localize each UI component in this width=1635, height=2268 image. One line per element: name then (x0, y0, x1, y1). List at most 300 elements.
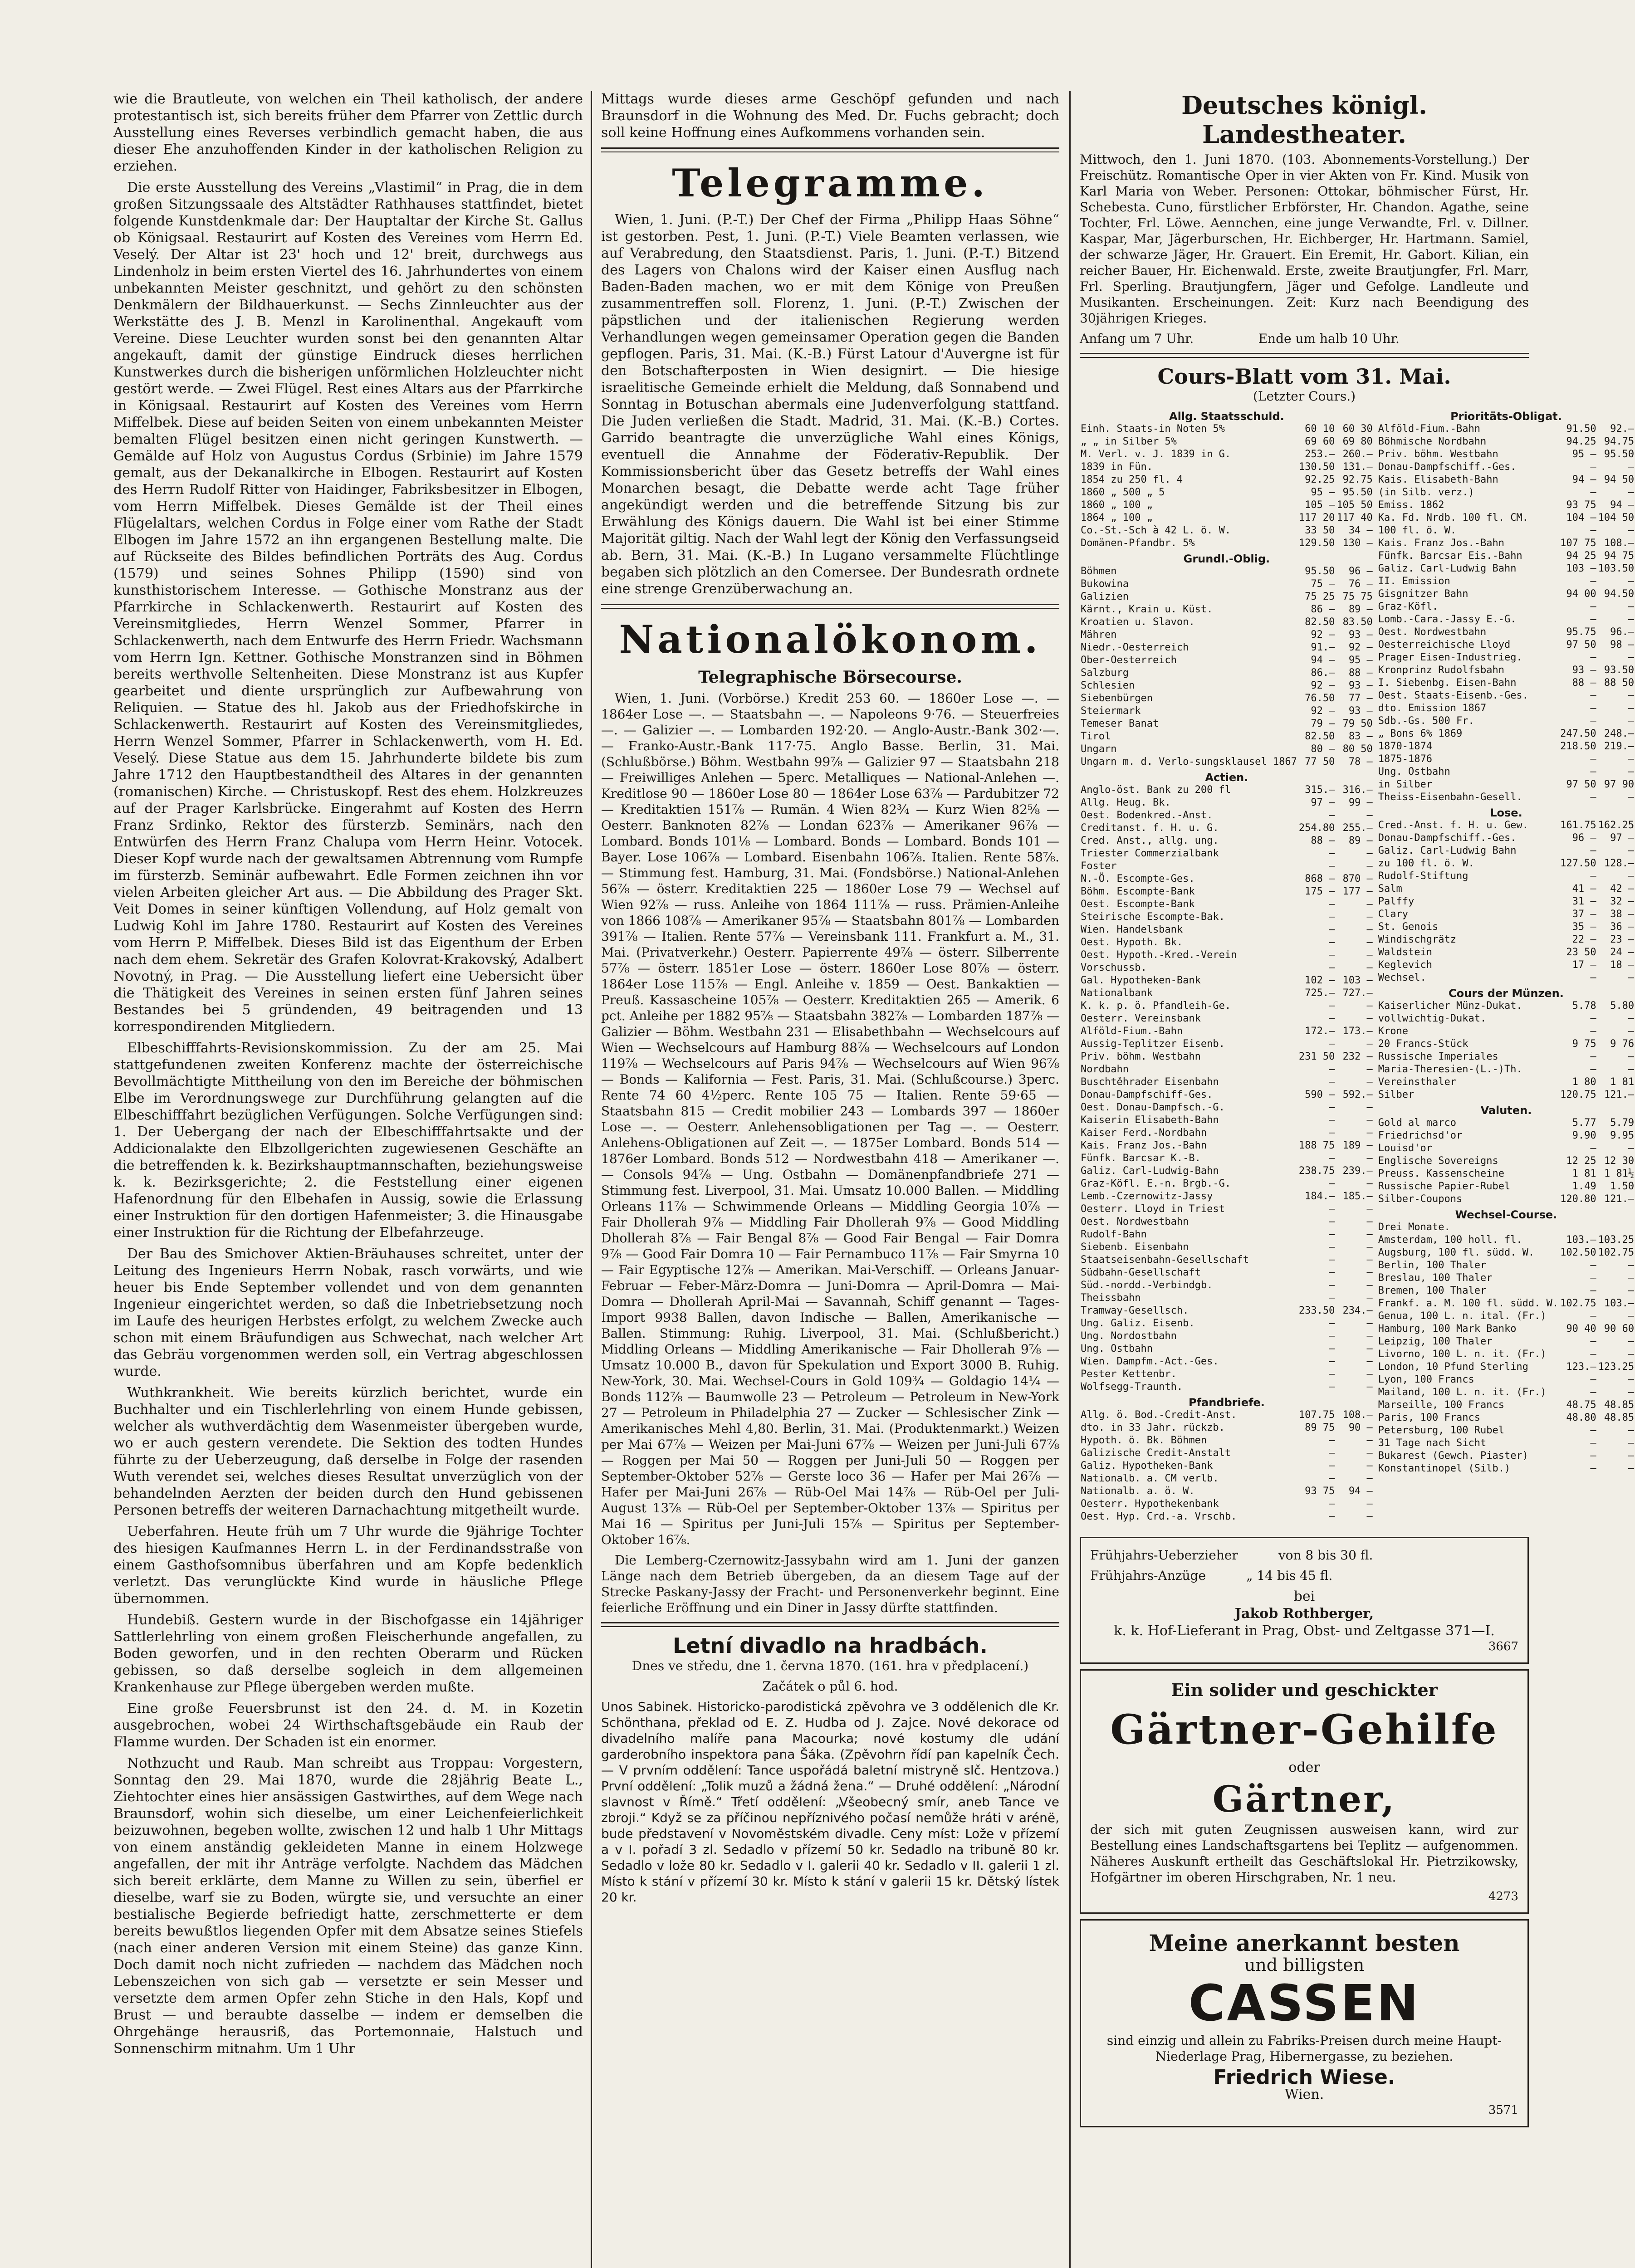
course-name: Lomb.-Cara.-Jassy E.-G. (1378, 614, 1517, 625)
course-name: II. Emission (1378, 576, 1450, 587)
course-bid: 5.77 (1572, 1117, 1596, 1129)
table-row (1377, 651, 1635, 664)
course-bid: — (1329, 911, 1335, 923)
table-row (1377, 499, 1635, 512)
table-row (1377, 728, 1635, 740)
course-ask: 255.— (1342, 822, 1373, 834)
course-name: 1860 „ 500 „ 5 (1081, 487, 1165, 498)
table-row (1080, 730, 1374, 743)
course-ask: 105 50 (1336, 499, 1373, 511)
ad-rothberger (1080, 1537, 1529, 1664)
course-bid: — (1329, 1473, 1335, 1484)
course-name: Tramway-Gesellsch. (1081, 1305, 1189, 1316)
table-row (1080, 822, 1374, 835)
course-ask: 93.50 (1604, 665, 1635, 676)
course-ask: 42 — (1610, 883, 1635, 894)
course-bid: — (1590, 1437, 1596, 1449)
course-bid: 82.50 (1305, 616, 1335, 628)
table-row (1080, 629, 1374, 641)
course-ask: — (1366, 1356, 1373, 1367)
course-ask: — (1366, 937, 1373, 948)
course-bid: — (1329, 1292, 1335, 1304)
course-name: Oesterr. Lloyd in Triest (1081, 1203, 1225, 1215)
course-name: Siebenb. Eisenbahn (1081, 1242, 1189, 1253)
course-name: Alföld-Fium.-Bahn (1378, 423, 1480, 435)
course-bid: 104 — (1566, 512, 1596, 523)
course-ask: 94 — (1348, 1486, 1373, 1497)
course-name: Lemb.-Czernowitz-Jassy (1081, 1191, 1213, 1202)
table-row (1377, 1193, 1635, 1206)
czech-theatre-text: Unos Sabinek. Historicko-parodistická zpěvohra ve 3 oddělenich dle Kr. Schönthana, překlad od E. Z. Hudba od J. Zajce. Nové dekorace od divadelního malíře pana Macourka; nové kostumy dle udání garderobního inspektora pana Šáka. (Zpěvohrn řídí pan kapelník Čech. — V prvním oddělení: Tance uspořádá baletní mistryně slč. Hentzova.) První oddělení: „Tolik muzů a žádná žena.“ — Druhé oddělení: „Národní slavnost v Římě.“ Třetí oddělení: „Všeobecný smír, aneb Tance ve zbroji.“ Když se za příčinou nepříznivého počasí nemůže hráti v arénë, bude představení v Novoměstském divadle. Ceny míst: Lože v přízemí a v I. pořadí 3 zl. Sedadlo v přízemí 50 kr. Sedadlo na tribuně 80 kr. Sedadlo v lože 80 kr. Sedadlo v I. galerii 40 kr. Sedadlo v II. galerii 1 zl. Místo k stání v přízemí 30 kr. Místo k stání v galerii 15 kr. Dětský lístek 20 kr. (601, 1699, 1059, 1905)
course-section-label: Prioritäts-Obligat. (1450, 410, 1562, 423)
course-ask: — (1366, 860, 1373, 872)
course-bid: — (1590, 753, 1596, 765)
course-bid: 48.80 (1566, 1412, 1596, 1423)
course-ask: — (1366, 1292, 1373, 1304)
course-bid: — (1329, 1114, 1335, 1126)
course-bid: 91.50 (1566, 423, 1596, 435)
table-row (1080, 1139, 1374, 1152)
table-row (1080, 1012, 1374, 1025)
table-row (1080, 1266, 1374, 1279)
course-ask: 83 — (1348, 731, 1373, 742)
course-section-header (1080, 407, 1374, 423)
course-bid: 82.50 (1305, 731, 1335, 742)
course-ask: 162.25 (1598, 820, 1635, 831)
course-ask (1597, 1221, 1635, 1234)
course-name: Kärnt., Krain u. Küst. (1081, 604, 1213, 615)
course-name: Oest. Bodenkred.-Anst. (1081, 810, 1213, 821)
table-row (1080, 797, 1374, 809)
course-bid: 60 10 (1305, 423, 1335, 435)
course-name: Clary (1378, 909, 1409, 920)
table-row (1377, 715, 1635, 728)
course-name: Windischgrätz (1378, 934, 1456, 945)
course-ask: — (1366, 1178, 1373, 1189)
ad-heading: Meine anerkannt besten (1149, 1930, 1460, 1956)
course-ask: — (1628, 1450, 1635, 1461)
course-name: Cred. Anst., allg. ung. (1081, 835, 1219, 846)
course-bid: 107 75 (1560, 538, 1596, 549)
course-name: Theiss-Eisenbahn-Gesell. (1378, 792, 1522, 803)
table-row (1377, 702, 1635, 715)
course-name: Vorschussb. (1081, 962, 1147, 973)
course-ask: — (1628, 766, 1635, 777)
table-row (1377, 1335, 1635, 1348)
ad-number: 4273 (1488, 1890, 1518, 1903)
course-ask: — (1628, 1437, 1635, 1449)
course-bid: 77 50 (1305, 756, 1335, 767)
course-name: Kais. Franz Jos.-Bahn (1378, 538, 1504, 549)
course-name: Oest. Nordwestbahn (1081, 1216, 1189, 1227)
table-row (1377, 677, 1635, 689)
course-ask: 121.— (1604, 1089, 1635, 1100)
nationaloekonom-heading: Nationalökonom. (619, 617, 1042, 662)
course-ask: 93 — (1348, 629, 1373, 640)
table-row (1377, 1437, 1635, 1450)
course-bid: — (1590, 1387, 1596, 1398)
course-bid: 105 — (1305, 499, 1335, 511)
course-name: Preuss. Kassenscheine (1378, 1168, 1504, 1179)
ad-big-text-2: Gärtner, (1212, 1778, 1396, 1820)
table-row (1377, 524, 1635, 537)
course-ask: — (1366, 1318, 1373, 1329)
course-name: Priv. böhm. Westbahn (1378, 449, 1498, 460)
course-bid: — (1329, 1229, 1335, 1240)
course-bid: — (1329, 1254, 1335, 1266)
course-bid: 76.50 (1305, 693, 1335, 704)
course-name: Cred.-Anst. f. H. u. Gew. (1378, 820, 1528, 831)
table-row (1080, 499, 1374, 512)
table-row (1080, 1101, 1374, 1114)
table-row (1377, 1412, 1635, 1424)
course-name: Nordbahn (1081, 1064, 1129, 1075)
course-bid: — (1329, 1498, 1335, 1510)
course-ask: — (1628, 1374, 1635, 1385)
course-name: 1870-1874 (1378, 741, 1433, 752)
table-row (1080, 1051, 1374, 1063)
course-name: Wolfsegg-Traunth. (1081, 1381, 1183, 1393)
course-name: Louisd'or (1378, 1143, 1433, 1154)
course-ask: 78 — (1348, 756, 1373, 767)
table-row (1080, 1076, 1374, 1089)
table-row (1377, 908, 1635, 921)
course-name: Englische Sovereigns (1378, 1155, 1498, 1167)
telegramme-text: Wien, 1. Juni. (P.-T.) Der Chef der Firma „Philipp Haas Söhne“ ist gestorben. Pest, 1. Juni. (P.-T.) Viele Beamten verlassen, wie auf Verabredung, den Staatsdienst. Paris, 1. Juni. (P.-T.) Bitzend des Lagers von Chalons wird der Kaiser einen Ausflug nach Baden-Baden machen, wo er mit dem Könige von Preußen zusammentreffen soll. Florenz, 1. Juni. (P.-T.) Zwischen der päpstlichen und der italienischen Regierung werden Verhandlungen wegen gemeinsamer Operation gegen die Banden gepflogen. Paris, 31. Mai. (K.-B.) Fürst Latour d'Auvergne ist für den Botschafterposten in Wien designirt. — Die hiesige israelitische Gemeinde erhielt die Meldung, daß Sonnabend und Sonntag in Botuschan abermals eine Judenverfolgung stattfand. Die Juden verließen die Stadt. Madrid, 31. Mai. (K.-B.) Cortes. Garrido beantragte die unverzügliche Wahl eines Königs, eventuell die Annahme der Föderativ-Republik. Der Kommissionsbericht über das Gesetz betreffs der Wahl eines Monarchen besagt, die Debatte werde acht Tage früher angekündigt werden und die betreffende Sitzung bis zur Erwählung des Königs dauern. Die Wahl ist bei einer Stimme Majorität giltig. Nach der Wahl legt der König den Verfassungseid ab. Bern, 31. Mai. (K.-B.) In Lugano versammelte Flüchtlinge begaben sich plötzlich an den Comersee. Der Bundesrath ordnete eine strenge Grenzüberwachung an. (601, 212, 1059, 597)
course-ask: 24 — (1610, 947, 1635, 958)
course-ask: 93 — (1348, 705, 1373, 717)
course-bid: 127.50 (1560, 858, 1596, 869)
course-ask: 260.— (1342, 449, 1373, 460)
table-row (1080, 435, 1374, 448)
course-ask: 248.— (1604, 728, 1635, 739)
course-bid: 184.— (1305, 1191, 1335, 1202)
column-theatre-courses (1080, 91, 1635, 2268)
course-name: Kais. Elisabeth-Bahn (1378, 474, 1498, 485)
table-row (1377, 1038, 1635, 1051)
course-bid: 93 75 (1305, 1486, 1335, 1497)
table-row (1080, 1025, 1374, 1038)
course-name: Breslau, 100 Thaler (1378, 1272, 1493, 1284)
course-name: Oest. Donau-Dampfsch.-G. (1081, 1102, 1225, 1113)
ad-cassen (1080, 1919, 1529, 2127)
table-row (1377, 959, 1635, 972)
table-row (1377, 1000, 1635, 1012)
course-name: 1860 „ 100 „ (1081, 499, 1153, 511)
course-ask: 90 — (1348, 1422, 1373, 1433)
course-bid: 17 — (1572, 959, 1596, 971)
course-bid: 123.— (1566, 1361, 1596, 1373)
course-bid: — (1329, 1102, 1335, 1113)
course-ask: — (1628, 972, 1635, 983)
course-bid: — (1329, 1511, 1335, 1522)
course-ask: 1 81 (1610, 1076, 1635, 1088)
course-ask: 92.— (1610, 423, 1635, 435)
theatre-title: Deutsches königl. Landestheater. (1181, 91, 1427, 149)
course-ask: — (1628, 753, 1635, 765)
course-bid: — (1590, 715, 1596, 727)
table-row (1080, 1343, 1374, 1355)
table-row (1377, 1089, 1635, 1101)
course-name: Böhmische Nordbahn (1378, 436, 1487, 447)
table-row (1080, 474, 1374, 486)
course-name: Oest. Hypoth.-Kred.-Verein (1081, 949, 1237, 961)
course-bid: 93 — (1572, 665, 1596, 676)
course-name: Krone (1378, 1026, 1409, 1037)
course-name: Keglevich (1378, 959, 1433, 971)
table-row (1377, 921, 1635, 934)
course-ask: 36 — (1610, 921, 1635, 933)
table-row (1377, 972, 1635, 984)
table-row (1377, 1272, 1635, 1285)
course-bid: — (1329, 1064, 1335, 1075)
course-name: Triester Commerzialbank (1081, 848, 1219, 859)
divider (601, 604, 1059, 609)
table-row (1080, 1409, 1374, 1422)
table-row (1080, 461, 1374, 474)
course-bid: — (1329, 1013, 1335, 1024)
course-name: Graz-Köfl. (1378, 601, 1439, 612)
course-bid: — (1329, 1381, 1335, 1393)
course-ask: — (1366, 1013, 1373, 1024)
course-ask: 92.75 (1342, 474, 1373, 485)
article-continuation: Mittags wurde dieses arme Geschöpf gefunden und nach Braunsdorf in die Wohnung des Med. Dr. Fuchs gebracht; doch soll keine Hoffnung eines Aufkommens vorhanden sein. (601, 91, 1059, 141)
course-name: Fünfk. Barcsar K.-B. (1081, 1153, 1201, 1164)
course-ask: 1.50 (1610, 1181, 1635, 1192)
ad-city: Wien. (1284, 2087, 1324, 2102)
course-ask: 219.— (1604, 741, 1635, 752)
course-bid: — (1590, 703, 1596, 714)
course-name: „ Bons 6% 1869 (1378, 728, 1463, 739)
course-name: M. Verl. v. J. 1839 in G. (1081, 449, 1231, 460)
course-name: Donau-Dampfschiff.-Ges. (1378, 461, 1517, 473)
course-ask: 18 — (1610, 959, 1635, 971)
ad-subheading: und billigsten (1244, 1955, 1365, 1975)
table-row (1377, 689, 1635, 702)
article-vlastimil: Die erste Ausstellung des Vereins „Vlastimil“ in Prag, die in dem großen Sitzungssaale des Altstädter Rathhauses stattfindet, bietet folgende Kunstdenkmale dar: Der Hauptaltar der Kirche St. Gallus ob Königsaal. Restaurirt auf Kosten des Vereines vom Herrn Ed. Veselý. Der Altar ist 23' hoch und 12' breit, durchwegs aus Lindenholz in beim ersten Viertel des 16. Jahrhundertes von einem unbekannten Meister geschnitzt, und gehört zu den schönsten Denkmälern der Bildhauerkunst. — Sechs Zinnleuchter aus der Werkstätte des J. B. Menzl in Karolinenthal. Angekauft vom Vereine. Diese Leuchter wurden sonst bei den genannten Altar angekauft, damit der günstige Eindruck dieses herrlichen Kunstwerkes durch die bisherigen unförmlichen Holzleuchter nicht gestört werde. — Zwei Flügel. Rest eines Altars aus der Pfarrkirche in Königsaal. Restaurirt auf Kosten des Vereines vom Herrn Miffelbek. Diese auf beiden Seiten von einem unbekannten Meister bemalten Flügel besitzen einen nicht geringen Kunstwerth. — Gemälde auf Holz von Augustus Cordus (Srbinie) im Jahre 1579 gemalt, aus der Dekanalkirche in Elbogen. Restaurirt auf Kosten des Herrn Rudolf Ritter von Haidinger, Fabriksbesitzer in Elbogen, vom Herrn Miffelbek. Dieses Gemälde ist der Theil eines Flügelaltars, welchen Cordus in Folge einer vom Rathe der Stadt Elbogen im Jahre 1572 an ihn ergangenen Bestellung malte. Die auf Rückseite des Bildes befindlichen Porträts des Aug. Cordus (1579) und seines Sohnes Philipp (1590) sind von kunsthistorischem Interesse. — Gothische Monstranz aus der Pfarrkirche in Schlackenwerth. Restaurirt auf Kosten des Vereinsmitgliedes, Herrn Wenzel Sommer, Pfarrer in Schlackenwerth, nach dem Entwurfe des Herrn Friedr. Wachsmann vom Herrn Ign. Kettner. Gothische Monstranzen sind in Böhmen bereits werthvolle Seltenheiten. Diese Monstranz ist aus Kupfer gearbeitet und diente ursprünglich zur Aufbewahrung von Reliquien. — Statue des hl. Jakob aus der Friedhofskirche in Schlackenwerth. Restaurirt auf Kosten des Vereinsmitgliedes, Herrn Wenzel Sommer, Pfarrer in Schlackenwerth, vom H. Ed. Veselý. Diese Statue aus dem 15. Jahrhunderte bildete bis zum Jahre 1712 den Hauptbestandtheil des Altares in der genannten (romanischen) Kirche. — Christuskopf. Rest des ehem. Holzkreuzes auf der Prager Karlsbrücke. Eingerahmt auf Kosten des Herrn Franz Srdinko, Rektor des fürsterzb. Seminärs, nach den Entwürfen des Herrn Franz Chalupa vom Herrn Heinr. Votocek. Dieser Kopf wurde nach der gewaltsamen Abtrennung vom Rumpfe im fürsterzb. Seminär aufbewahrt. Edle Formen zeichnen ihn vor vielen Arbeiten gleicher Art aus. — Die Abbildung des Prager Skt. Veit Domes in seiner künftigen Vollendung, auf Holz gemalt von Ludwig Kohl im Jahre 1780. Restaurirt auf Kosten des Vereines vom Herrn P. Miffelbek. Dieses Bild ist das Eigenthum der Erben nach dem ehem. Sekretär des Grafen Kolovrat-Krakovský, Adalbert Novotný, in Prag. — Die Ausstellung liefert eine Uebersicht über die Thätigkeit des Vereines in seinen ersten fünf Jahren seines Bestandes bei 5 gründenden, 49 beitragenden und 13 korrespondirenden Mitgliedern. (113, 180, 583, 1035)
table-row (1377, 895, 1635, 908)
course-name: Galiz. Hypotheken-Bank (1081, 1460, 1213, 1471)
course-name: Augsburg, 100 fl. südd. W. (1378, 1247, 1535, 1258)
table-row (1080, 654, 1374, 667)
course-name: 20 Francs-Stück (1378, 1038, 1469, 1050)
course-ask: 108.— (1604, 538, 1635, 549)
table-row (1377, 1348, 1635, 1361)
article-hundebiss: Hundebiß. Gestern wurde in der Bischofgasse ein 14jähriger Sattlerlehrling von einem großen Fleischerhunde angefallen, zu Boden geworfen, und in den rechten Oberarm und Rücken gebissen, so daß derselbe sogleich in dem allgemeinen Krankenhause zur Pflege übergeben werden mußte. (113, 1612, 583, 1695)
table-row (1080, 641, 1374, 654)
table-row (1080, 1305, 1374, 1317)
table-row (1080, 936, 1374, 949)
course-ask: — (1628, 1425, 1635, 1436)
course-bid: 12 25 (1566, 1155, 1596, 1167)
table-row (1080, 603, 1374, 616)
course-ask: — (1366, 1254, 1373, 1266)
course-name: K. k. p. ö. Pfandleih-Ge. (1081, 1000, 1231, 1012)
divider (1080, 353, 1529, 358)
table-row (1080, 1498, 1374, 1510)
course-ask: — (1366, 1447, 1373, 1459)
course-name: Palffy (1378, 896, 1415, 907)
course-name: Oest. Escompte-Bank (1081, 899, 1195, 910)
course-ask: — (1366, 1280, 1373, 1291)
course-name: Nationalb. a. CM verlb. (1081, 1473, 1219, 1484)
ad-name: Jakob Rothberger, (1234, 1606, 1374, 1622)
course-name: 1864 „ 100 „ (1081, 512, 1153, 523)
course-bid: — (1590, 1272, 1596, 1284)
ad-gaertner (1080, 1669, 1529, 1914)
course-bid: — (1329, 810, 1335, 821)
course-bid: — (1329, 1000, 1335, 1012)
course-name: Bukarest (Gewch. Piaster) (1378, 1450, 1528, 1461)
course-section-header (1377, 1101, 1635, 1117)
course-ask: — (1366, 1498, 1373, 1510)
course-name: Silber-Coupons (1378, 1193, 1463, 1205)
course-name: Emiss. 1862 (1378, 499, 1444, 511)
course-ask: — (1366, 1242, 1373, 1253)
table-row (1377, 1168, 1635, 1180)
course-bid: — (1329, 899, 1335, 910)
table-row (1377, 461, 1635, 474)
course-bid: 97 — (1311, 797, 1335, 808)
course-bid: 31 — (1572, 896, 1596, 907)
course-name: Donau-Dampfschiff-Ges. (1081, 1089, 1213, 1100)
course-bid: 92 — (1311, 680, 1335, 691)
course-bid: 175 — (1305, 886, 1335, 897)
course-bid: 97 50 (1566, 779, 1596, 790)
table-row (1080, 679, 1374, 692)
table-row (1377, 1246, 1635, 1259)
ad-big-text: Gärtner-Gehilfe (1110, 1706, 1498, 1754)
course-bid: — (1590, 1026, 1596, 1037)
course-name: Kais. Franz Jos.-Bahn (1081, 1140, 1207, 1151)
course-ask: — (1366, 1203, 1373, 1215)
table-row (1080, 911, 1374, 924)
table-row (1377, 1155, 1635, 1168)
course-ask: 76 — (1348, 578, 1373, 590)
course-name: Gal. Hypotheken-Bank (1081, 975, 1201, 986)
course-ask: — (1366, 1127, 1373, 1139)
course-name: Aussig-Teplitzer Eisenb. (1081, 1038, 1225, 1050)
course-bid: 238.75 (1298, 1165, 1335, 1177)
course-name: Hypoth. ö. Bk. Böhmen (1081, 1435, 1207, 1446)
table-row (1377, 474, 1635, 486)
course-name: Wien. Handelsbank (1081, 924, 1183, 935)
table-row (1377, 934, 1635, 946)
course-name: Lyon, 100 Francs (1378, 1374, 1474, 1385)
course-name: Priv. böhm. Westbahn (1081, 1051, 1201, 1062)
bahn-notice: Die Lemberg-Czernowitz-Jassybahn wird am 1. Juni der ganzen Länge nach dem Betrieb übergeben, da an diesem Tage auf der Strecke Paskany-Jassy der Fracht- und Personenverkehr beginnt. Eine feierliche Eröffnung und ein Diner in Jassy dürfte stattfinden. (601, 1553, 1059, 1615)
course-ask: — (1628, 1272, 1635, 1284)
course-bid: — (1329, 1460, 1335, 1471)
course-name: Oesterr. Hypothekenbank (1081, 1498, 1219, 1510)
article-smichov: Der Bau des Smichover Aktien-Bräuhauses schreitet, unter der Leitung des Ingenieurs Herrn Nobak, rasch vorwärts, und wie heuer bis Ende September vollendet und von dem genannten Ingenieur eingerichtet werden, so daß die Inbetriebsetzung noch im Laufe des heurigen Herbstes erfolgt, zu welchem Zwecke auch schon mit einem Bräufundigen aus Schwechat, nach welcher Art das Gebräu vorgenommen werden soll, ein Vertrag abgeschlossen wurde. (113, 1246, 583, 1379)
course-bid: 86 — (1311, 604, 1335, 615)
course-bid: 93 75 (1566, 499, 1596, 511)
course-bid: 188 75 (1298, 1140, 1335, 1151)
table-row (1377, 1285, 1635, 1297)
course-section-header (1080, 1393, 1374, 1409)
course-ask: — (1366, 1000, 1373, 1012)
table-row (1080, 565, 1374, 578)
course-name: Drei Monate. (1378, 1222, 1450, 1233)
newspaper-page (113, 91, 1635, 2268)
course-ask: 97 90 (1604, 779, 1635, 790)
course-ask: — (1628, 614, 1635, 625)
table-row (1377, 1361, 1635, 1374)
course-ask: — (1628, 1387, 1635, 1398)
ad-big-text: CASSEN (1188, 1974, 1420, 2032)
table-row (1080, 1317, 1374, 1330)
course-name: Livorno, 100 L. n. it. (Fr.) (1378, 1349, 1547, 1360)
course-bid: 37 — (1572, 909, 1596, 920)
course-name: Creditanst. f. H. u. G. (1081, 822, 1219, 834)
course-table-right (1377, 407, 1635, 1475)
course-ask: 103.50 (1598, 563, 1635, 574)
course-ask: — (1366, 949, 1373, 961)
course-section-header (1377, 984, 1635, 1000)
course-bid: 1 80 (1572, 1076, 1596, 1088)
course-table-left (1080, 407, 1374, 1523)
course-bid: — (1329, 1343, 1335, 1354)
course-ask: 88 — (1348, 667, 1373, 679)
course-bid: 1.49 (1572, 1181, 1596, 1192)
course-ask: 95 — (1348, 655, 1373, 666)
course-name: Ung. Ostbahn (1081, 1343, 1153, 1354)
course-bid: 247.50 (1560, 728, 1596, 739)
course-ask: — (1366, 924, 1373, 935)
table-row (1377, 791, 1635, 804)
course-ask: 83.50 (1342, 616, 1373, 628)
course-ask: 102.75 (1598, 1247, 1635, 1258)
course-ask: — (1366, 848, 1373, 859)
course-name: Oest. Hypoth. Bk. (1081, 937, 1183, 948)
course-bid: 120.80 (1560, 1193, 1596, 1205)
table-row (1080, 448, 1374, 461)
course-section-label: Pfandbriefe. (1188, 1396, 1265, 1409)
course-ask: 185.— (1342, 1191, 1373, 1202)
course-section-header (1377, 1206, 1635, 1221)
course-bid: — (1590, 1013, 1596, 1024)
course-bid: — (1329, 1267, 1335, 1278)
course-bid: — (1329, 1242, 1335, 1253)
course-ask: — (1366, 1460, 1373, 1471)
course-name: Ung. Ostbahn (1378, 766, 1450, 777)
course-name: Petersburg, 100 Rubel (1378, 1425, 1504, 1436)
table-row (1080, 1330, 1374, 1343)
course-name: dto. Emission 1867 (1378, 703, 1487, 714)
course-bid: 69 60 (1305, 436, 1335, 447)
course-ask: 94 75 (1604, 550, 1635, 562)
course-bid: 254.80 (1298, 822, 1335, 834)
course-bid: 231 50 (1298, 1051, 1335, 1062)
course-ask: 48.85 (1604, 1399, 1635, 1411)
table-row (1377, 1323, 1635, 1335)
table-row (1080, 987, 1374, 1000)
ad-oder: oder (1288, 1760, 1320, 1775)
course-name: Temeser Banat (1081, 718, 1159, 729)
course-bid: 95 — (1311, 487, 1335, 498)
course-bid: 103 — (1566, 563, 1596, 574)
course-ask: — (1366, 1038, 1373, 1050)
table-row (1377, 883, 1635, 895)
ad-line: Frühjahrs-Anzüge „ 14 bis 45 fl. (1090, 1568, 1333, 1583)
course-bid (1559, 1221, 1597, 1234)
course-ask: 60 30 (1342, 423, 1373, 435)
course-ask: — (1628, 1463, 1635, 1474)
course-bid: 253.— (1305, 449, 1335, 460)
ad-bei: bei (1293, 1589, 1315, 1604)
course-name: Steiermark (1081, 705, 1141, 717)
